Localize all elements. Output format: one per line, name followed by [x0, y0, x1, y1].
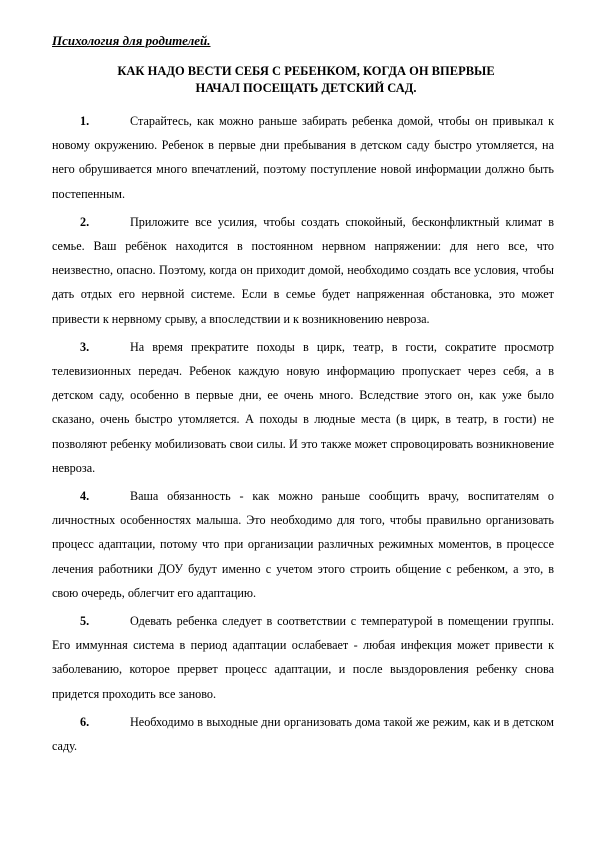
item-text: Одевать ребенка следует в соответствии с температурой в помещении группы. Его иммунная система в период адаптации ослабевает - любая инфекция может привести к заболеванию, которое прервет процесс адаптации, и после выздоровления ребенку снова придется проходить все заново.: [52, 614, 554, 701]
item-number: 5.: [80, 614, 90, 629]
list-item: [52, 109, 554, 206]
title-line-1: КАК НАДО ВЕСТИ СЕБЯ С РЕБЕНКОМ, КОГДА ОН ВПЕРВЫЕ: [117, 64, 495, 78]
item-text: Необходимо в выходные дни организовать дома такой же режим, как и в детском саду.: [52, 714, 554, 754]
item-text: Приложите все усилия, чтобы создать спокойный, бесконфликтный климат в семье. Ваш ребёнок находится в постоянном нервном напряжении: для него все, что неизвестно, опасно. Поэтому, когда он приходит домой, необходимо создать все условия, чтобы дать отдых его нервной системе. Если в семье будет напряженная обстановка, это может привести к нервному срыву, а впоследствии и к возникновению невроза.: [52, 214, 554, 326]
item-number: 2.: [80, 214, 90, 229]
section-heading: Психология для родителей.: [52, 33, 211, 48]
advice-list: [52, 109, 554, 762]
item-number: 6.: [80, 714, 90, 729]
list-item: [52, 609, 554, 706]
list-item: [52, 484, 554, 605]
list-item: [52, 335, 554, 480]
document-title: [70, 63, 542, 97]
item-number: 1.: [80, 114, 90, 128]
list-item: [52, 710, 554, 758]
item-number: 4.: [80, 489, 90, 504]
item-text: Старайтесь, как можно раньше забирать ребенка домой, чтобы он привыкал к новому окружению. Ребенок в первые дни пребывания в детском саду быстро утомляется, на него обрушивается много впечатлений, поэтому поступление новой информации должно быть постепенным.: [52, 114, 554, 201]
item-number: 3.: [80, 339, 90, 354]
list-item: [52, 210, 554, 331]
item-text: Ваша обязанность - как можно раньше сообщить врачу, воспитателям о личностных особенностях малыша. Это необходимо для того, чтобы правильно организовать процесс адаптации, потому что при организации различных режимных моментов, в процессе лечения работники ДОУ будут именно с учетом этого строить общение с ребенком, а это, в свою очередь, облегчит его адаптацию.: [52, 489, 554, 600]
item-text: На время прекратите походы в цирк, театр, в гости, сократите просмотр телевизионных передач. Ребенок каждую новую информацию пропускает через себя, а в детском саду, особенно в первые дни, ее очень много. Вследствие этого он, как уже было сказано, очень быстро утомляется. А походы в людные места (в цирк, в театр, в гости) не позволяют ребенку мобилизовать свои силы. И это также может спровоцировать возникновение невроза.: [52, 339, 554, 475]
title-line-2: НАЧАЛ ПОСЕЩАТЬ ДЕТСКИЙ САД.: [195, 81, 417, 95]
